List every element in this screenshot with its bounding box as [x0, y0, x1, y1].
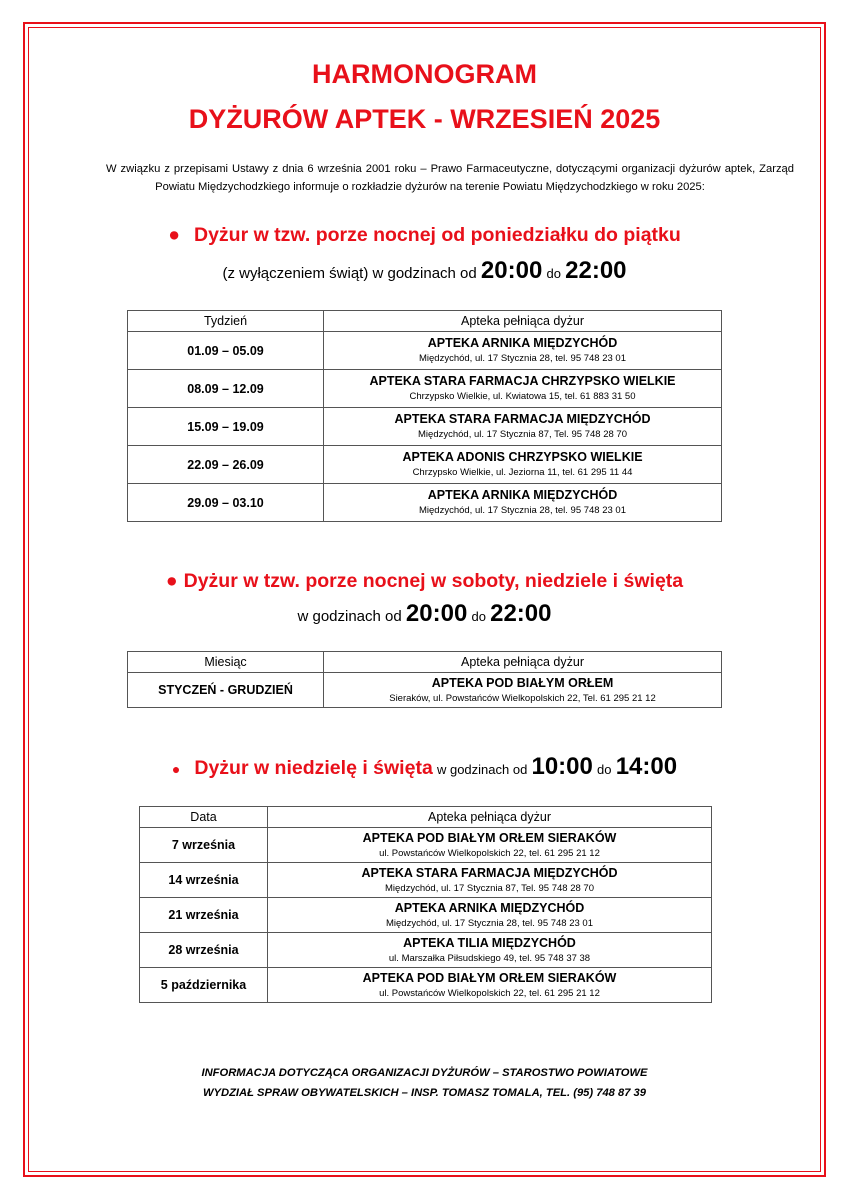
section3-hours-from: 10:00: [531, 753, 593, 780]
section2-table: [127, 651, 722, 708]
section2-hours: [0, 599, 849, 632]
document-title-line1: HARMONOGRAM: [312, 59, 537, 89]
document-title-line2: DYŻURÓW APTEK - WRZESIEŃ 2025: [188, 104, 661, 134]
pharmacy-address: Międzychód, ul. 17 Stycznia 87, Tel. 95 748 28 70: [385, 882, 594, 894]
column-header-month: Miesiąc: [128, 652, 324, 673]
footer: [0, 1063, 849, 1103]
duty-period: 28 września: [140, 933, 268, 968]
duty-period: 5 października: [140, 968, 268, 1003]
duty-period: 14 września: [140, 863, 268, 898]
column-header-week: Tydzień: [128, 311, 324, 332]
pharmacy-address: ul. Powstańców Wielkopolskich 22, tel. 61 295 21 12: [379, 987, 600, 999]
column-header-pharmacy: Apteka pełniąca dyżur: [324, 311, 722, 332]
duty-period: 21 września: [140, 898, 268, 933]
column-header-date: Data: [140, 807, 268, 828]
table-row: [128, 332, 722, 370]
section1-table: [127, 310, 722, 522]
pharmacy-cell: [324, 484, 722, 522]
section3-hours-to: 14:00: [615, 753, 678, 780]
duty-period: 01.09 – 05.09: [128, 332, 324, 370]
section3-hours-note: w godzinach od: [436, 762, 528, 777]
pharmacy-address: Międzychód, ul. 17 Stycznia 87, Tel. 95 748 28 70: [418, 429, 627, 440]
table-row: [140, 828, 712, 863]
pharmacy-address: ul. Marszałka Piłsudskiego 49, tel. 95 748 37 38: [388, 952, 591, 964]
pharmacy-cell: [324, 370, 722, 408]
table-row: [140, 933, 712, 968]
bullet-icon: ●: [168, 224, 180, 246]
pharmacy-name: APTEKA ADONIS CHRZYPSKO WIELKIE: [402, 450, 643, 464]
pharmacy-cell: [268, 968, 712, 1003]
duty-period: 08.09 – 12.09: [128, 370, 324, 408]
section1-hours-to: 22:00: [565, 257, 627, 284]
pharmacy-cell: [268, 898, 712, 933]
table-row: [128, 370, 722, 408]
column-header-pharmacy: Apteka pełniąca dyżur: [268, 807, 712, 828]
pharmacy-cell: [324, 673, 722, 708]
section1-heading-text: Dyżur w tzw. porze nocnej od poniedziałku do piątku: [193, 224, 681, 246]
table-header-row: [128, 311, 722, 332]
section1-hours-from: 20:00: [480, 257, 543, 284]
section3-heading: [0, 752, 849, 784]
pharmacy-cell: [268, 933, 712, 968]
pharmacy-name: APTEKA POD BIAŁYM ORŁEM SIERAKÓW: [362, 830, 617, 845]
table-header-row: [128, 652, 722, 673]
pharmacy-address: Międzychód, ul. 17 Stycznia 28, tel. 95 748 23 01: [385, 917, 594, 929]
pharmacy-cell: [324, 408, 722, 446]
pharmacy-cell: [268, 863, 712, 898]
section2-heading-text: Dyżur w tzw. porze nocnej w soboty, niedziele i święta: [183, 570, 684, 592]
pharmacy-address: Międzychód, ul. 17 Stycznia 28, tel. 95 748 23 01: [418, 505, 627, 516]
pharmacy-name: APTEKA STARA FARMACJA CHRZYPSKO WIELKIE: [369, 374, 676, 388]
pharmacy-address: Chrzypsko Wielkie, ul. Jeziorna 11, tel. 61 295 11 44: [412, 467, 633, 478]
table-row: [128, 673, 722, 708]
duty-period: STYCZEŃ - GRUDZIEŃ: [128, 673, 324, 708]
table-row: [128, 484, 722, 522]
pharmacy-cell: [324, 332, 722, 370]
duty-period: 22.09 – 26.09: [128, 446, 324, 484]
pharmacy-cell: [268, 828, 712, 863]
table-header-row: [140, 807, 712, 828]
section2-hours-to-word: do: [471, 609, 486, 624]
duty-period: 15.09 – 19.09: [128, 408, 324, 446]
pharmacy-cell: [324, 446, 722, 484]
pharmacy-name: APTEKA TILIA MIĘDZYCHÓD: [403, 935, 576, 950]
pharmacy-name: APTEKA ARNIKA MIĘDZYCHÓD: [394, 900, 585, 915]
pharmacy-name: APTEKA STARA FARMACJA MIĘDZYCHÓD: [394, 412, 651, 426]
pharmacy-address: Sieraków, ul. Powstańców Wielkopolskich 22, Tel. 61 295 21 12: [389, 692, 656, 704]
table-row: [140, 898, 712, 933]
bullet-icon: ●: [165, 570, 178, 592]
pharmacy-address: Chrzypsko Wielkie, ul. Kwiatowa 15, tel. 61 883 31 50: [409, 391, 636, 402]
pharmacy-name: APTEKA ARNIKA MIĘDZYCHÓD: [427, 488, 618, 502]
table-row: [128, 408, 722, 446]
column-header-pharmacy: Apteka pełniąca dyżur: [324, 652, 722, 673]
pharmacy-address: Międzychód, ul. 17 Stycznia 28, tel. 95 748 23 01: [418, 353, 627, 364]
bullet-icon: ●: [171, 761, 181, 777]
section2-hours-from: 20:00: [405, 600, 468, 627]
section3-hours-to-word: do: [597, 762, 612, 777]
pharmacy-name: APTEKA POD BIAŁYM ORŁEM SIERAKÓW: [362, 970, 617, 985]
section1-heading: [0, 222, 849, 248]
footer-line1: INFORMACJA DOTYCZĄCA ORGANIZACJI DYŻURÓW – STAROSTWO POWIATOWE: [201, 1067, 648, 1079]
section2-heading: [0, 568, 849, 594]
pharmacy-address: ul. Powstańców Wielkopolskich 22, tel. 61 295 21 12: [379, 847, 600, 859]
pharmacy-name: APTEKA ARNIKA MIĘDZYCHÓD: [427, 336, 618, 350]
pharmacy-name: APTEKA POD BIAŁYM ORŁEM: [431, 675, 614, 690]
footer-line2: WYDZIAŁ SPRAW OBYWATELSKICH – INSP. TOMASZ TOMALA, TEL. (95) 748 87 39: [202, 1087, 646, 1099]
section1-hours-note: (z wyłączeniem świąt) w godzinach od: [222, 265, 477, 282]
section1-hours: [0, 256, 849, 289]
section3-table: [139, 806, 712, 1003]
duty-period: 29.09 – 03.10: [128, 484, 324, 522]
table-row: [140, 863, 712, 898]
table-row: [140, 968, 712, 1003]
section2-hours-note: w godzinach od: [297, 608, 402, 625]
intro-paragraph: W związku z przepisami Ustawy z dnia 6 września 2001 roku – Prawo Farmaceutyczne, dotyczącymi organizacji dyżurów aptek, Zarząd Powiatu Międzychodzkiego informuje o rozkładzie dyżurów na terenie Powiatu Międzychodzkiego w roku 2025:: [106, 163, 794, 193]
pharmacy-name: APTEKA STARA FARMACJA MIĘDZYCHÓD: [361, 865, 618, 880]
section2-hours-to: 22:00: [490, 600, 552, 627]
duty-period: 7 września: [140, 828, 268, 863]
section3-heading-text: Dyżur w niedzielę i święta: [194, 757, 433, 779]
section1-hours-to-word: do: [546, 266, 561, 281]
table-row: [128, 446, 722, 484]
